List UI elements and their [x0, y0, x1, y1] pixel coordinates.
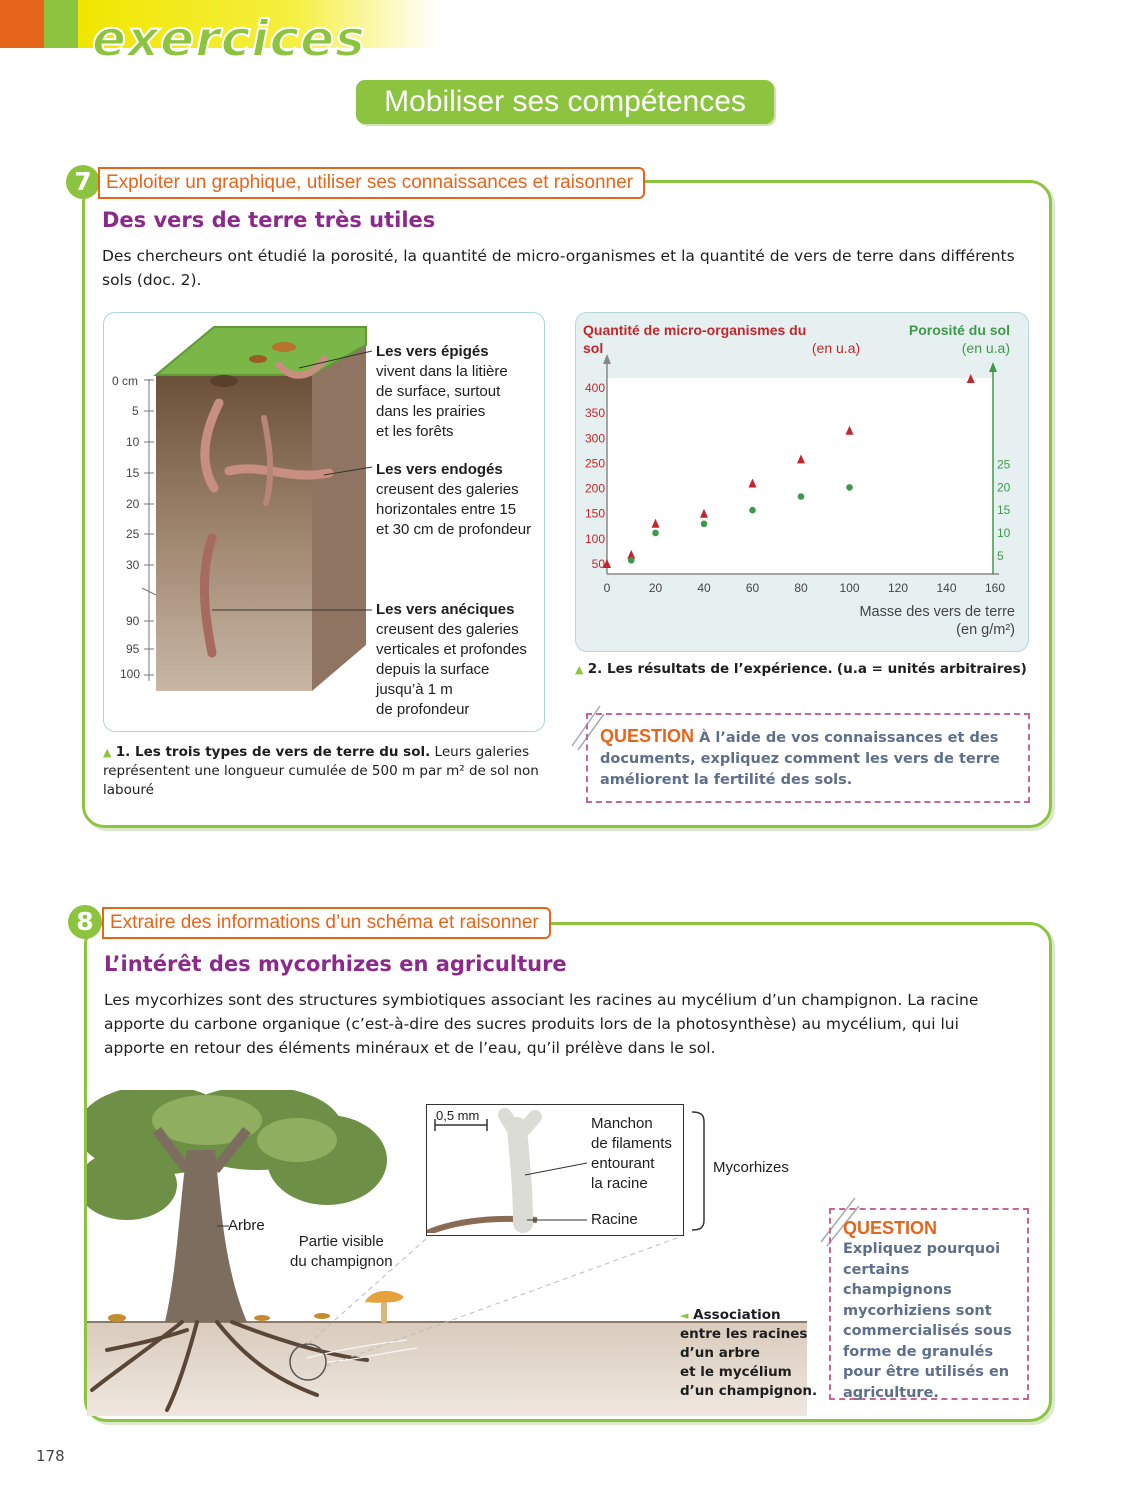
- x-tick-label: 80: [794, 581, 808, 595]
- right-y-tick-label: 10: [997, 525, 1011, 540]
- doc2-caption: [575, 660, 1035, 679]
- aneciques-label: [376, 600, 540, 720]
- depth-label-5: 5: [132, 404, 139, 418]
- mushroom-label: [290, 1232, 393, 1272]
- question-8-head: QUESTION: [843, 1218, 938, 1238]
- mycorhizes-bracket: [690, 1110, 710, 1232]
- porosity-point: [628, 557, 635, 564]
- depth-label-25: 25: [126, 527, 140, 541]
- x-tick-label: 20: [648, 581, 663, 595]
- exercise-7-number: 7: [66, 165, 100, 199]
- competences-banner: Mobiliser ses compétences: [356, 80, 774, 124]
- depth-label-0: 0 cm: [112, 374, 139, 388]
- x-tick-label: 60: [745, 581, 760, 595]
- exercise-8-intro: Les mycorhizes sont des structures symbiotiques associant les racines au mycélium d’un champignon. La racine apporte du carbone organique (c’est-à-dire des sucres produits lors de la photosynthèse) au mycélium, qui lui apporte en retour des éléments minéraux et de l’eau, qu’il prélève dans le sol.: [104, 991, 979, 1057]
- endoges-title: Les vers endogés: [376, 461, 503, 478]
- chart-x-axis-label: Masse des vers de terre: [859, 604, 1015, 620]
- mushroom-label-line: Partie visible: [298, 1233, 384, 1250]
- depth-label-95: 95: [126, 642, 140, 656]
- aneciques-line: creusent des galeries: [376, 621, 519, 638]
- left-y-tick-label: 400: [584, 381, 605, 396]
- question-8-line: forme de granulés: [843, 1343, 994, 1360]
- question-8-line: certains champignons: [843, 1261, 952, 1298]
- plot-area: [607, 378, 993, 574]
- porosity-point: [749, 507, 756, 514]
- epiges-title: Les vers épigés: [376, 343, 489, 360]
- endoges-line: creusent des galeries: [376, 481, 519, 498]
- illustration-caption: [680, 1306, 817, 1401]
- left-y-axis-arrow: [603, 354, 611, 364]
- right-y-tick-label: 20: [997, 480, 1011, 495]
- chart-left-axis-label: Quantité de micro-organismes du sol: [583, 322, 807, 356]
- manchon-label: [591, 1114, 672, 1194]
- x-tick-label: 140: [936, 581, 957, 595]
- left-y-tick-label: 50: [591, 556, 605, 571]
- illustration-caption-line: d’un arbre: [680, 1345, 760, 1361]
- left-y-tick-label: 300: [584, 431, 605, 446]
- left-y-tick-label: 250: [584, 456, 605, 471]
- left-y-tick-label: 200: [584, 481, 605, 496]
- porosity-point: [798, 493, 805, 500]
- x-tick-label: 100: [839, 581, 860, 595]
- depth-label-100: 100: [120, 667, 141, 681]
- doc1-caption-text: Leurs galeries représentent une longueur cumulée de 500 m par m² de sol non labouré: [103, 744, 539, 798]
- depth-label-20: 20: [126, 497, 140, 511]
- racine-label: Racine: [591, 1211, 638, 1228]
- manchon-line: Manchon: [591, 1115, 653, 1132]
- endoges-line: horizontales entre 15: [376, 501, 517, 518]
- illustration-caption-line: Association: [693, 1307, 781, 1323]
- doc1-caption-bold: 1. Les trois types de vers de terre du sol.: [115, 744, 431, 760]
- tree-label: Arbre: [228, 1217, 265, 1234]
- manchon-line: de filaments: [591, 1135, 672, 1152]
- page-number: 178: [36, 1447, 65, 1465]
- illustration-caption-line: d’un champignon.: [680, 1383, 818, 1399]
- question-8-line: pour être utilisés en: [843, 1364, 1010, 1380]
- aneciques-line: verticales et profondes: [376, 641, 527, 658]
- exercise-7-title: Des vers de terre très utiles: [102, 208, 436, 232]
- aneciques-line: depuis la surface: [376, 661, 490, 678]
- question-8: [843, 1218, 1019, 1403]
- results-chart: [575, 312, 1029, 652]
- question-8-line: commercialisés sous: [843, 1323, 1012, 1339]
- epiges-line: et les forêts: [376, 423, 454, 440]
- caption-triangle-icon: ◄: [680, 1309, 689, 1322]
- chart-right-axis-label: Porosité du sol: [908, 322, 1010, 338]
- chart-x-axis-title: [820, 603, 1015, 639]
- x-tick-label: 40: [697, 581, 711, 595]
- x-tick-label: 160: [984, 581, 1006, 595]
- epiges-label: [376, 342, 540, 442]
- doc2-caption-bold: 2. Les résultats de l’expérience.: [587, 661, 833, 677]
- left-y-tick-label: 350: [584, 406, 605, 421]
- header-orange-block: [0, 0, 44, 48]
- question-8-line: mycorhiziens sont: [843, 1302, 992, 1319]
- aneciques-line: de profondeur: [376, 701, 470, 718]
- epiges-line: dans les prairies: [376, 403, 486, 420]
- right-y-tick-label: 15: [997, 503, 1011, 518]
- epiges-line: de surface, surtout: [376, 383, 501, 400]
- question-8-text: [843, 1239, 1019, 1403]
- doc2-caption-text: (u.a = unités arbitraires): [836, 661, 1027, 677]
- endoges-label: [376, 460, 540, 540]
- depth-label-30: 30: [126, 558, 140, 572]
- manchon-line: la racine: [591, 1175, 648, 1192]
- question-8-line: Expliquez pourquoi: [843, 1241, 1001, 1257]
- left-y-tick-label: 100: [584, 531, 605, 546]
- depth-label-15: 15: [126, 466, 140, 480]
- illustration-caption-line: entre les racines: [680, 1326, 808, 1342]
- mycorhizes-label: Mycorhizes: [713, 1159, 789, 1176]
- right-y-tick-label: 5: [997, 548, 1004, 563]
- caption-triangle-icon: ▲: [575, 663, 584, 676]
- chart-right-axis-unit: (en u.a): [961, 340, 1010, 356]
- exercise-7-skill-tag: Exploiter un graphique, utiliser ses connaissances et raisonner: [98, 167, 645, 199]
- exercise-8-skill-tag: Extraire des informations d’un schéma et raisonner: [102, 907, 551, 939]
- question-8-line: agriculture.: [843, 1384, 939, 1401]
- right-y-tick-label: 25: [997, 457, 1011, 472]
- mushroom-label-line: du champignon: [290, 1253, 393, 1270]
- exercise-8-number: 8: [68, 905, 102, 939]
- scale-label: 0,5 mm: [436, 1108, 480, 1123]
- aneciques-title: Les vers anéciques: [376, 601, 515, 618]
- question-7-text: À l’aide de vos connaissances et des documents, expliquez comment les vers de terre améliorent la fertilité des sols.: [600, 730, 1000, 788]
- chart-left-axis-unit: (en u.a): [811, 340, 861, 356]
- illustration-caption-line: et le mycélium: [680, 1364, 792, 1380]
- x-tick-label: 0: [603, 581, 611, 595]
- chart-x-axis-unit: (en g/m²): [956, 622, 1015, 638]
- porosity-point: [652, 530, 659, 537]
- question-7-head: QUESTION: [600, 726, 695, 746]
- caption-triangle-icon: ▲: [103, 746, 112, 759]
- section-word: exercices: [92, 10, 366, 68]
- porosity-point: [846, 484, 853, 491]
- aneciques-line: jusqu’à 1 m: [376, 681, 453, 698]
- exercise-8-title: L’intérêt des mycorhizes en agriculture: [104, 952, 567, 976]
- right-y-axis-arrow: [989, 362, 997, 372]
- endoges-line: et 30 cm de profondeur: [376, 521, 532, 538]
- doc1-caption: [103, 743, 543, 800]
- manchon-line: entourant: [591, 1155, 655, 1172]
- exercise-7-intro: Des chercheurs ont étudié la porosité, la quantité de micro-organismes et la quantité de vers de terre dans différents sols (doc. 2).: [102, 247, 1015, 289]
- depth-label-10: 10: [126, 435, 140, 449]
- header-green-block: [44, 0, 78, 48]
- epiges-line: vivent dans la litière: [376, 363, 508, 380]
- depth-label-90: 90: [126, 614, 140, 628]
- left-y-tick-label: 150: [584, 506, 605, 521]
- x-tick-label: 120: [887, 581, 909, 595]
- question-7: [600, 726, 1012, 790]
- porosity-point: [701, 521, 708, 528]
